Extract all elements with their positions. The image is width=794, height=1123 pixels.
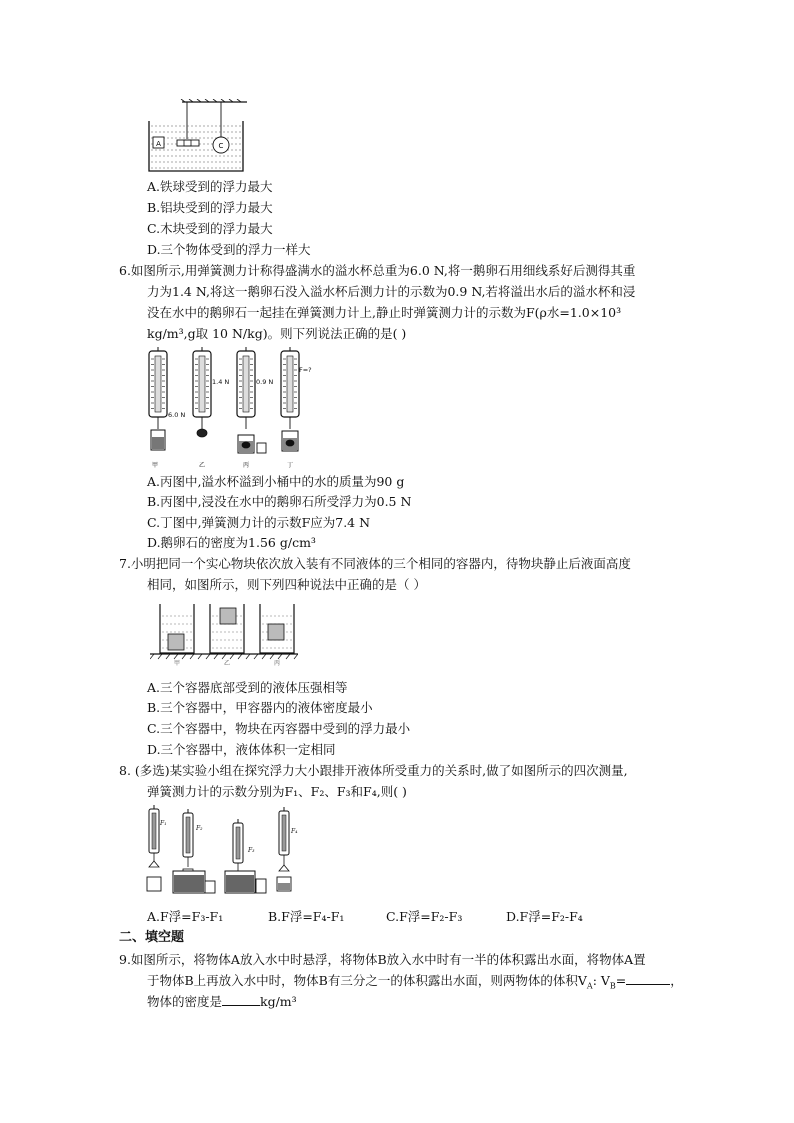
q6-stem-line-3: 没在水中的鹅卵石一起挂在弹簧测力计上,静止时弹簧测力计的示数为F(ρ水=1.0×10³ xyxy=(147,305,622,320)
q6-option-d: D.鹅卵石的密度为1.56 g/cm³ xyxy=(147,535,316,550)
q8-small-cup xyxy=(205,881,215,893)
q9-stem-line-1: 9.如图所示，将物体A放入水中时悬浮，将物体B放入水中时有一半的体积露出水面，将物体A置 xyxy=(119,952,646,967)
q5-label-c: C xyxy=(218,142,224,150)
q8-scale-slot xyxy=(236,827,240,859)
q9-blank-density[interactable] xyxy=(222,993,260,1006)
q7-stem-line-1: 7.小明把同一个实心物块依次放入装有不同液体的三个相同的容器内，待物块静止后液面高度 xyxy=(119,556,631,571)
q8-stem-line-2: 弹簧测力计的示数分别为F₁、F₂、F₃和F₄,则( ) xyxy=(147,784,407,799)
q8-scale-slot xyxy=(282,815,286,851)
q6-scale-slot xyxy=(199,356,205,412)
q6-option-b: B.丙图中,浸没在水中的鹅卵石所受浮力为0.5 N xyxy=(147,494,412,509)
q6-reading-jia: 6.0 N xyxy=(168,411,186,419)
q5-label-a: A xyxy=(156,140,161,148)
q8-scale-slot xyxy=(152,813,156,849)
q7-caption-jia: 甲 xyxy=(173,660,181,667)
q7-option-a: A.三个容器底部受到的液体压强相等 xyxy=(147,680,348,695)
q6-pebble xyxy=(242,442,250,448)
q6-caption-bing: 丙 xyxy=(242,462,250,469)
q9-line3-text: 物体的密度是 xyxy=(147,994,223,1009)
q6-spring-scale-figure xyxy=(143,347,317,469)
q6-option-a: A.丙图中,溢水杯溢到小桶中的水的质量为90 g xyxy=(147,474,405,489)
q5-option-c: C.木块受到的浮力最大 xyxy=(147,221,273,236)
q8-weight xyxy=(149,861,159,867)
q5-container-figure xyxy=(147,99,249,174)
q7-option-d: D.三个容器中，液体体积一定相同 xyxy=(147,742,336,757)
q8-water xyxy=(174,875,204,892)
q9-line2-text: 于物体B上再放入水中时，物体B有三分之一的体积露出水面，则两物体的体积V xyxy=(147,973,587,988)
q6-reading-bing: 0.9 N xyxy=(256,378,274,386)
q8-option-b: B.F浮=F₄-F₁ xyxy=(268,909,345,924)
q7-caption-yi: 乙 xyxy=(223,660,231,667)
q7-option-b: B.三个容器中，甲容器内的液体密度最小 xyxy=(147,700,373,715)
q6-scale-slot xyxy=(287,356,293,412)
q6-stem-line-1: 6.如图所示,用弹簧测力计称得盛满水的溢水杯总重为6.0 N,将一鹅卵石用细线系好后测得其重 xyxy=(119,263,636,278)
q6-stem-line-4: kg/m³,g取 10 N/kg)。则下列说法正确的是( ) xyxy=(147,326,407,341)
q7-block xyxy=(268,624,284,640)
q8-water xyxy=(226,875,254,892)
q9-blank-volume-ratio[interactable] xyxy=(626,972,670,985)
q7-block xyxy=(220,608,236,624)
q9-sub-b: B xyxy=(609,981,616,991)
q6-scale-slot xyxy=(155,356,161,412)
q7-block xyxy=(168,634,184,650)
q6-stem-line-2: 力为1.4 N,将这一鹅卵石没入溢水杯后测力计的示数为0.9 N,若将溢出水后的溢水杯和浸 xyxy=(147,284,636,299)
q9-line2-eq: = xyxy=(615,973,627,988)
q8-label-f2: F₂ xyxy=(196,825,203,832)
q8-option-c: C.F浮=F₂-F₃ xyxy=(386,909,463,924)
q7-containers-figure xyxy=(150,602,298,668)
q7-caption-bing: 丙 xyxy=(273,660,281,667)
q8-option-a: A.F浮=F₃-F₁ xyxy=(147,909,224,924)
q9-line2-end: ， xyxy=(670,973,683,988)
q5-option-a: A.铁球受到的浮力最大 xyxy=(147,179,273,194)
q7-option-c: C.三个容器中，物块在丙容器中受到的浮力最小 xyxy=(147,721,411,736)
q8-label-f3: F₃ xyxy=(248,847,255,854)
q9-stem-line-3 xyxy=(147,992,297,1011)
q9-line3-unit: kg/m³ xyxy=(260,994,297,1009)
q8-scale-slot xyxy=(186,817,190,853)
q8-label-f4: F₄ xyxy=(291,828,298,835)
q6-small-bucket xyxy=(257,443,266,453)
q6-reading-yi: 1.4 N xyxy=(212,378,230,386)
q8-measurements-figure xyxy=(143,805,313,900)
q6-reading-ding: F=? xyxy=(299,366,312,374)
q6-caption-yi: 乙 xyxy=(198,462,206,469)
q6-caption-ding: 丁 xyxy=(286,462,294,469)
q9-sub-a: A xyxy=(586,981,593,991)
q8-small-cup xyxy=(147,877,161,891)
q5-option-b: B.铝块受到的浮力最大 xyxy=(147,200,273,215)
q8-water xyxy=(278,883,290,890)
q8-label-f1: F₁ xyxy=(160,820,167,827)
q6-option-c: C.丁图中,弹簧测力计的示数F应为7.4 N xyxy=(147,515,371,530)
q6-caption-jia: 甲 xyxy=(151,462,159,469)
q8-small-cup xyxy=(256,879,266,893)
q6-scale-slot xyxy=(243,356,249,412)
q8-weight xyxy=(279,865,289,871)
q6-pebble xyxy=(197,429,207,437)
q8-option-d: D.F浮=F₂-F₄ xyxy=(506,909,583,924)
q8-stem-line-1: 8. (多选)某实验小组在探究浮力大小跟排开液体所受重力的关系时,做了如图所示的四次测量, xyxy=(119,763,628,778)
q5-option-d: D.三个物体受到的浮力一样大 xyxy=(147,242,311,257)
q6-pebble xyxy=(286,440,294,446)
q9-line2-mid: : V xyxy=(592,973,610,988)
q7-stem-line-2: 相同，如图所示，则下列四种说法中正确的是（ ） xyxy=(147,577,426,592)
q6-water xyxy=(152,437,164,449)
section-title-fill-in: 二、填空题 xyxy=(119,930,185,945)
